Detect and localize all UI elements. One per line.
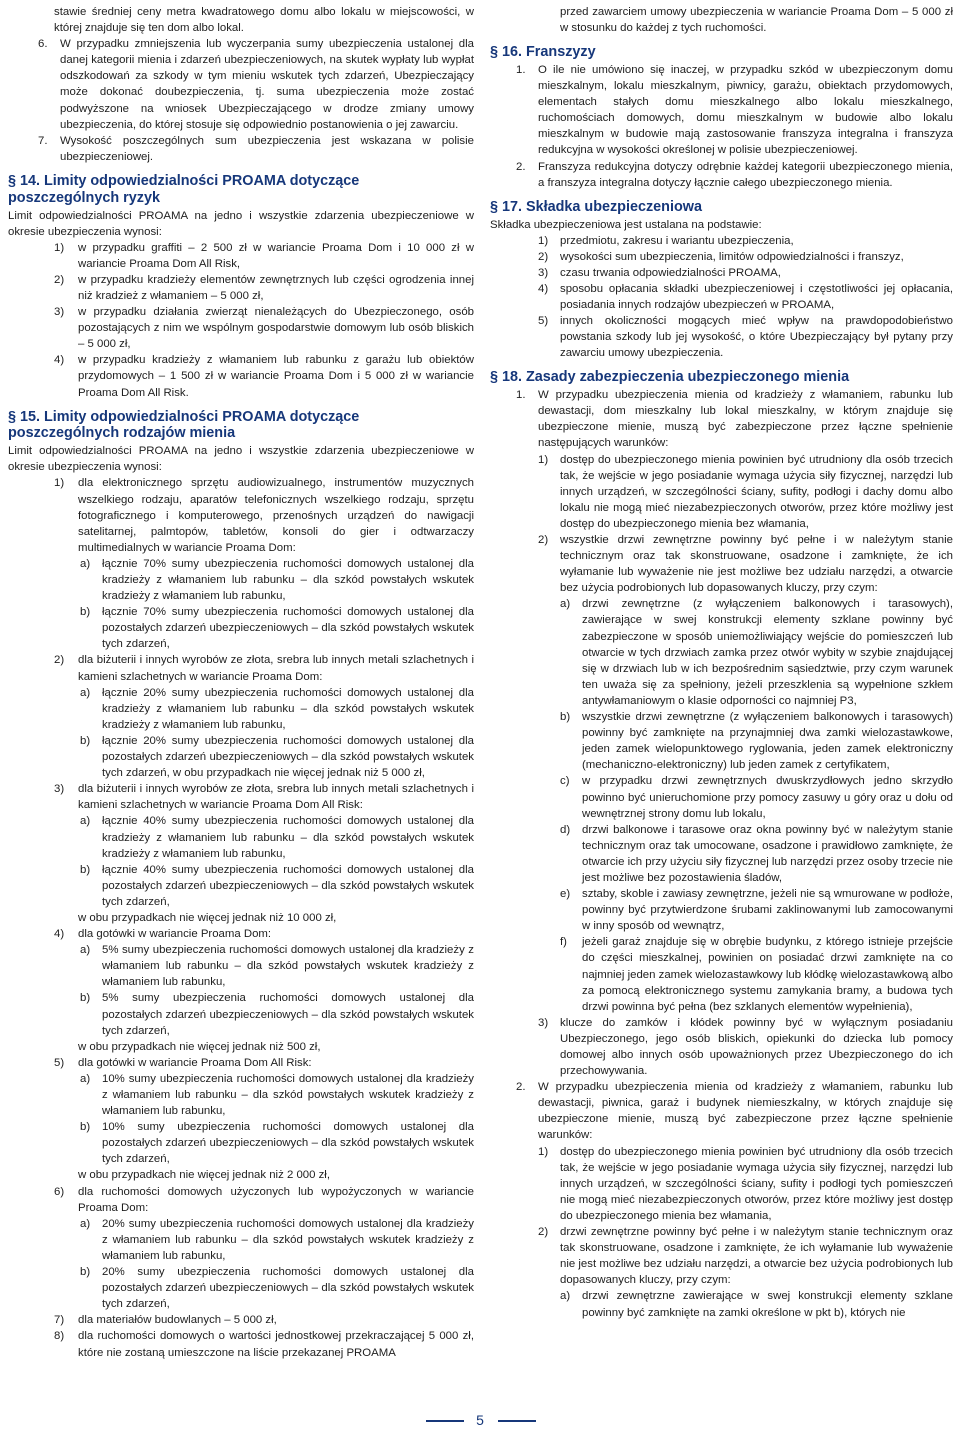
list-tail: w obu przypadkach nie więcej jednak niż 2 000 zł, xyxy=(78,1169,331,1182)
list-item: 3) w przypadku działania zwierząt nienależących do Ubezpieczonego, osób pozostających z nim we wspólnym gospodarstwie domowym lub osób bliskich – 5 000 zł, xyxy=(54,306,474,351)
sub-list-item: b) 20% sumy ubezpieczenia ruchomości domowych ustalonej dla pozostałych zdarzeń ubezpieczeniowych – dla szkód powstałych wskutek tych zdarzeń, xyxy=(80,1266,474,1311)
sub-list-item: a) 20% sumy ubezpieczenia ruchomości domowych ustalonej dla kradzieży z włamaniem lub rabunku – dla szkód powstałych wskutek kradzieży z włamaniem lub rabunku, xyxy=(80,1217,474,1262)
list-item: 7) dla materiałów budowlanych – 5 000 zł, xyxy=(54,1314,277,1327)
list-item: 8) dla ruchomości domowych o wartości jednostkowej przekraczającej 5 000 zł, które nie zostaną umieszczone na liście przekazanej PROAMA xyxy=(54,1330,474,1359)
section-15-list xyxy=(8,475,474,1360)
sub-list-item: 1) dostęp do ubezpieczonego mienia powinien być utrudniony dla osób trzecich tak, że wejście w jego posiadanie wymaga użycia siły fizycznej, narzędzi lub innych urządzeń, w szczególności ściany, sufity i podłogi tych pomieszczeń nie mogą mieć niezabezpieczonych otworów, przez które możliwy jest dostęp do ubezpieczonego mienia bez włamania, xyxy=(538,1145,953,1222)
list-item: 3) czasu trwania odpowiedzialności PROAMA, xyxy=(538,266,781,279)
sub-list-item: b) łącznie 20% sumy ubezpieczenia ruchomości domowych ustalonej dla pozostałych zdarzeń ubezpieczeniowych – dla szkód powstałych wskutek tych zdarzeń, w obu przypadkach nie więcej jednak niż 5 000 zł, xyxy=(80,734,474,780)
list-item: 1) przedmiotu, zakresu i wariantu ubezpieczenia, xyxy=(538,234,794,247)
left-column xyxy=(8,4,474,1361)
footer-rule-left xyxy=(426,1420,464,1422)
footer-rule-right xyxy=(498,1420,536,1422)
list-item: 2) dla biżuterii i innych wyrobów ze złota, srebra lub innych metali szlachetnych i kamieni szlachetnych w wariancie Proama Dom: xyxy=(54,654,474,683)
list-item: 1) dla elektronicznego sprzętu audiowizualnego, instrumentów muzycznych wszelkiego rodzaju, aparatów telefonicznych wszelkiego rodzaju, sprzętu fotograficznego i komputerowego, przenośnych urządzeń do nawigacji satelitarnej, palmtopów, tabletów, konsoli do gier i odtwarzaczy multimedialnych w wariancie Proama Dom: xyxy=(54,477,474,554)
sub-list-item: b) łącznie 70% sumy ubezpieczenia ruchomości domowych ustalonej dla pozostałych zdarzeń ubezpieczeniowych – dla szkód powstałych wskutek tych zdarzeń, xyxy=(80,606,474,651)
paragraph-6: 6. W przypadku zmniejszenia lub wyczerpania sumy ubezpieczenia ustalonej dla danej kategorii mienia i zdarzeń ubezpieczeniowych, na skutek wypłaty lub wypłat odszkodowań za szkody w tym mieniu wskutek tych zdarzeń, Ubezpieczający może dokonać doubezpieczenia, tj. suma ubezpieczenia może zostać podwyższone na wniosek Ubezpieczającego w drodze zmiany umowy ubezpieczenia, do której stosuje się odpowiednio postanowienia o jej zawarciu. xyxy=(38,38,474,131)
sub-list-item: a) łącznie 40% sumy ubezpieczenia ruchomości domowych ustalonej dla kradzieży z włamaniem lub rabunku – dla szkód powstałych wskutek kradzieży z włamaniem lub rabunku, xyxy=(80,815,474,860)
sub-list-item: a) łącznie 20% sumy ubezpieczenia ruchomości domowych ustalonej dla kradzieży z włamaniem lub rabunku – dla szkód powstałych wskutek kradzieży z włamaniem lub rabunku, xyxy=(80,686,474,731)
list-item: 6) dla ruchomości domowych użyczonych lub wypożyczonych w wariancie Proama Dom: xyxy=(54,1185,474,1214)
section-14-heading: § 14. Limity odpowiedzialności PROAMA dotyczące poszczególnych ryzyk xyxy=(8,172,360,206)
list-item: 2. W przypadku ubezpieczenia mienia od kradzieży z włamaniem, rabunku lub dewastacji, piwnica, garaż i budynek niemieszkalny, w których znajduje się ubezpieczone mienie, muszą być zabezpieczone przez łączne spełnienie warunków: xyxy=(516,1081,953,1142)
section-15-heading: § 15. Limity odpowiedzialności PROAMA dotyczące poszczególnych rodzajów mienia xyxy=(8,408,360,442)
sub-list-item: a) łącznie 70% sumy ubezpieczenia ruchomości domowych ustalonej dla kradzieży z włamaniem lub rabunku – dla szkód powstałych wskutek kradzieży z włamaniem lub rabunku, xyxy=(80,557,474,603)
list-item: 1) w przypadku graffiti – 2 500 zł w wariancie Proama Dom i 10 000 zł w wariancie Proama Dom All Risk, xyxy=(54,241,474,270)
sub-list-item: a) 5% sumy ubezpieczenia ruchomości domowych ustalonej dla kradzieży z włamaniem lub rabunku – dla szkód powstałych wskutek kradzieży z włamaniem lub rabunku, xyxy=(80,944,474,989)
list-item: 1. W przypadku ubezpieczenia mienia od kradzieży z włamaniem, rabunku lub dewastacji, dom mieszkalny lub lokal mieszkalny, w którym znajduje się ubezpieczone mienie, muszą być zabezpieczone przez łączne spełnienie następujących warunków: xyxy=(516,389,953,450)
sub-list-item: b) 5% sumy ubezpieczenia ruchomości domowych ustalonej dla pozostałych zdarzeń ubezpieczeniowych – dla szkód powstałych wskutek tych zdarzeń, xyxy=(80,992,474,1037)
list-item: 2) w przypadku kradzieży elementów zewnętrznych lub części ogrodzenia innej niż kradzież z włamaniem – 5 000 zł, xyxy=(54,273,474,302)
sub-sub-list-item: f) jeżeli garaż znajduje się w obrębie budynku, z którego istnieje przejście do części mieszkalnej, powinien on posiadać drzwi zamknięte na co najmniej jeden zamek wielozastawkowy lub kłódkę wielozastawkową albo za pomocą elektronicznego systemu zamykania bramy, a budowa tych drzwi powinna być pełna (bez szklanych elementów wypełnienia), xyxy=(560,936,954,1013)
list-item: 4) w przypadku kradzieży z włamaniem lub rabunku z garażu lub obiektów przydomowych – 1 500 zł w wariancie Proama Dom i 5 000 zł w wariancie Proama Dom All Risk. xyxy=(54,354,474,399)
list-item: 4) dla gotówki w wariancie Proama Dom: xyxy=(54,928,272,941)
section-15-intro: Limit odpowiedzialności PROAMA na jedno i wszystkie zdarzenia ubezpieczeniowe w okresie ubezpieczenia wynosi: xyxy=(8,445,474,474)
sub-sub-list-item: d) drzwi balkonowe i tarasowe oraz okna powinny być w należytym stanie technicznym oraz tak umocowane, osadzone i prawidłowo zamknięte, że otwarcie ich przy użyciu siły fizycznej lub narzędzi przez osoby trzecie nie jest możliwe bez pozostawienia śladów, xyxy=(560,823,953,884)
sub-list-item: 2) wszystkie drzwi zewnętrzne powinny być pełne i w należytym stanie technicznym oraz tak skonstruowane, osadzone i zamknięte, że ich wyłamanie lub wyważenie nie jest możliwe bez udziału narzędzi, a otwarcie bez użycia podrobionych lub dopasowanych kluczy, przy czym: xyxy=(538,534,953,595)
sub-list-item: a) 10% sumy ubezpieczenia ruchomości domowych ustalonej dla kradzieży z włamaniem lub rabunku – dla szkód powstałych wskutek kradzieży z włamaniem lub rabunku, xyxy=(80,1072,474,1118)
sub-list-item: 2) drzwi zewnętrzne powinny być pełne i w należytym stanie technicznym oraz tak skonstruowane, osadzone i zamknięte, że ich wyłamanie lub wyważenie nie jest możliwe bez udziału narzędzi, a otwarcie bez użycia podrobionych lub dopasowanych kluczy, przy czym: xyxy=(538,1226,953,1287)
sub-sub-list-item: a) drzwi zewnętrzne (z wyłączeniem balkonowych i tarasowych), zawierające w swej konstrukcji elementy szklane powinny być zabezpieczone w sposób uniemożliwiający wejście do pomieszczeń lub otwarcie w tych drzwiach zamka przez otwór wybity w szybie znajdującej się w drzwiach lub w ich bezpośrednim sąsiedztwie, przy czym warunek ten uważa się za spełniony, jeżeli przeszklenia są wypełnione szkłem antywłamaniowym o klasie odporności co najmniej P3, xyxy=(560,598,953,707)
list-tail: w obu przypadkach nie więcej jednak niż 500 zł, xyxy=(78,1040,321,1053)
list-item: 4) sposobu opłacania składki ubezpieczeniowej i częstotliwości jej opłacania, posiadania innych rodzajów ubezpieczeń w PROAMA, xyxy=(538,282,953,311)
section-17-intro: Składka ubezpieczeniowa jest ustalana na podstawie: xyxy=(490,218,762,231)
sub-sub-list-item: b) wszystkie drzwi zewnętrzne (z wyłączeniem balkonowych i tarasowych) powinny być zamknięte na przynajmniej dwa zamki wielozastawkowe, jeden zamek wielopunktowego ryglowania, jeden zamek elektroniczny (mechaniczno-elektroniczny) lub jeden zamek z certyfikatem, xyxy=(560,711,953,772)
right-column xyxy=(490,4,953,1321)
list-item: 5) dla gotówki w wariancie Proama Dom All Risk: xyxy=(54,1056,312,1069)
section-17-heading: § 17. Składka ubezpieczeniowa xyxy=(490,198,702,215)
list-item: 2) wysokości sum ubezpieczenia, limitów odpowiedzialności i franszyz, xyxy=(538,250,904,263)
sub-sub-list-item: c) w przypadku drzwi zewnętrznych dwuskrzydłowych jedno skrzydło powinno być unieruchomione przy pomocy zasuwy u góry oraz u dołu od wewnętrznej strony domu lub lokalu, xyxy=(560,775,953,820)
sub-list-item: b) łącznie 40% sumy ubezpieczenia ruchomości domowych ustalonej dla pozostałych zdarzeń ubezpieczeniowych – dla szkód powstałych wskutek tych zdarzeń, xyxy=(80,863,474,908)
page-number: 5 xyxy=(476,1412,484,1428)
section-14-intro: Limit odpowiedzialności PROAMA na jedno i wszystkie zdarzenia ubezpieczeniowe w okresie ubezpieczenia wynosi: xyxy=(8,209,474,238)
sub-sub-list-item: e) sztaby, skoble i zawiasy zewnętrzne, jeżeli nie są wmurowane w podłoże, powinny być przytwierdzone śrubami zaklinowanymi lub zamocowanymi w inny sposób od wewnątrz, xyxy=(560,888,953,933)
sub-list-item: 3) klucze do zamków i kłódek powinny być w wyłącznym posiadaniu Ubezpieczonego, jego osób bliskich, opiekunki do dziecka lub pomocy domowej albo innych osób upoważnionych przez Ubezpieczonego do ich przechowywania. xyxy=(538,1016,953,1078)
right-intro: przed zawarciem umowy ubezpieczenia w wariancie Proama Dom – 5 000 zł w stosunku do każdej z tych ruchomości. xyxy=(560,6,953,35)
paragraph-7: 7. Wysokość poszczególnych sum ubezpieczenia jest wskazana w polisie ubezpieczeniowej. xyxy=(38,134,474,163)
sub-sub-list-item: a) drzwi zewnętrzne zawierające w swej konstrukcji elementy szklane powinny być zamknięte na zamki określone w pkt b), których nie xyxy=(560,1290,953,1319)
list-item: 2. Franszyza redukcyjna dotyczy odrębnie każdej kategorii ubezpieczonego mienia, a franszyza integralna dotyczy łącznie całego ubezpieczonego mienia. xyxy=(516,160,953,189)
left-intro: stawie średniej ceny metra kwadratowego domu albo lokalu w miejscowości, w której znajduje się ten dom albo lokal. xyxy=(54,6,474,35)
section-18-heading: § 18. Zasady zabezpieczenia ubezpieczonego mienia xyxy=(490,369,850,386)
sub-list-item: 1) dostęp do ubezpieczonego mienia powinien być utrudniony dla osób trzecich tak, że wejście w jego posiadanie wymaga użycia siły fizycznej, narzędzi lub innych urządzeń, w szczególności ściany, sufity, podłogi i dachy domu albo lokalu nie mogą mieć niezabezpieczonych otworów, przez które możliwy jest dostęp do ubezpieczonego mienia bez włamania, xyxy=(538,453,953,530)
list-item: 1. O ile nie umówiono się inaczej, w przypadku szkód w ubezpieczonym domu mieszkalnym, lokalu mieszkalnym, piwnicy, garażu, obiektach przydomowych, elementach stałych domu mieszkalnego albo lokalu mieszkalnego, ruchomościach domowych, domu mieszkalnym w budowie albo lokalu mieszkalnym w budowie mają zastosowanie franszyza integralna i franszyza redukcyjna w wysokości określonej w polisie ubezpieczeniowej. xyxy=(516,63,953,157)
section-16-heading: § 16. Franszyzy xyxy=(490,44,596,61)
list-item: 5) innych okoliczności mogących mieć wpływ na prawdopodobieństwo powstania szkody lub jej wysokość, o które Ubezpieczający był pytany przy zawarciu umowy ubezpieczenia. xyxy=(538,315,953,360)
section-14-list xyxy=(8,240,474,401)
list-item: 3) dla biżuterii i innych wyrobów ze złota, srebra lub innych metali szlachetnych i kamieni szlachetnych w wariancie Proama Dom All Risk: xyxy=(54,783,474,812)
list-tail: w obu przypadkach nie więcej jednak niż 10 000 zł, xyxy=(78,911,337,924)
sub-list-item: b) 10% sumy ubezpieczenia ruchomości domowych ustalonej dla pozostałych zdarzeń ubezpieczeniowych – dla szkód powstałych wskutek tych zdarzeń, xyxy=(80,1121,474,1166)
page-footer xyxy=(0,1410,960,1432)
